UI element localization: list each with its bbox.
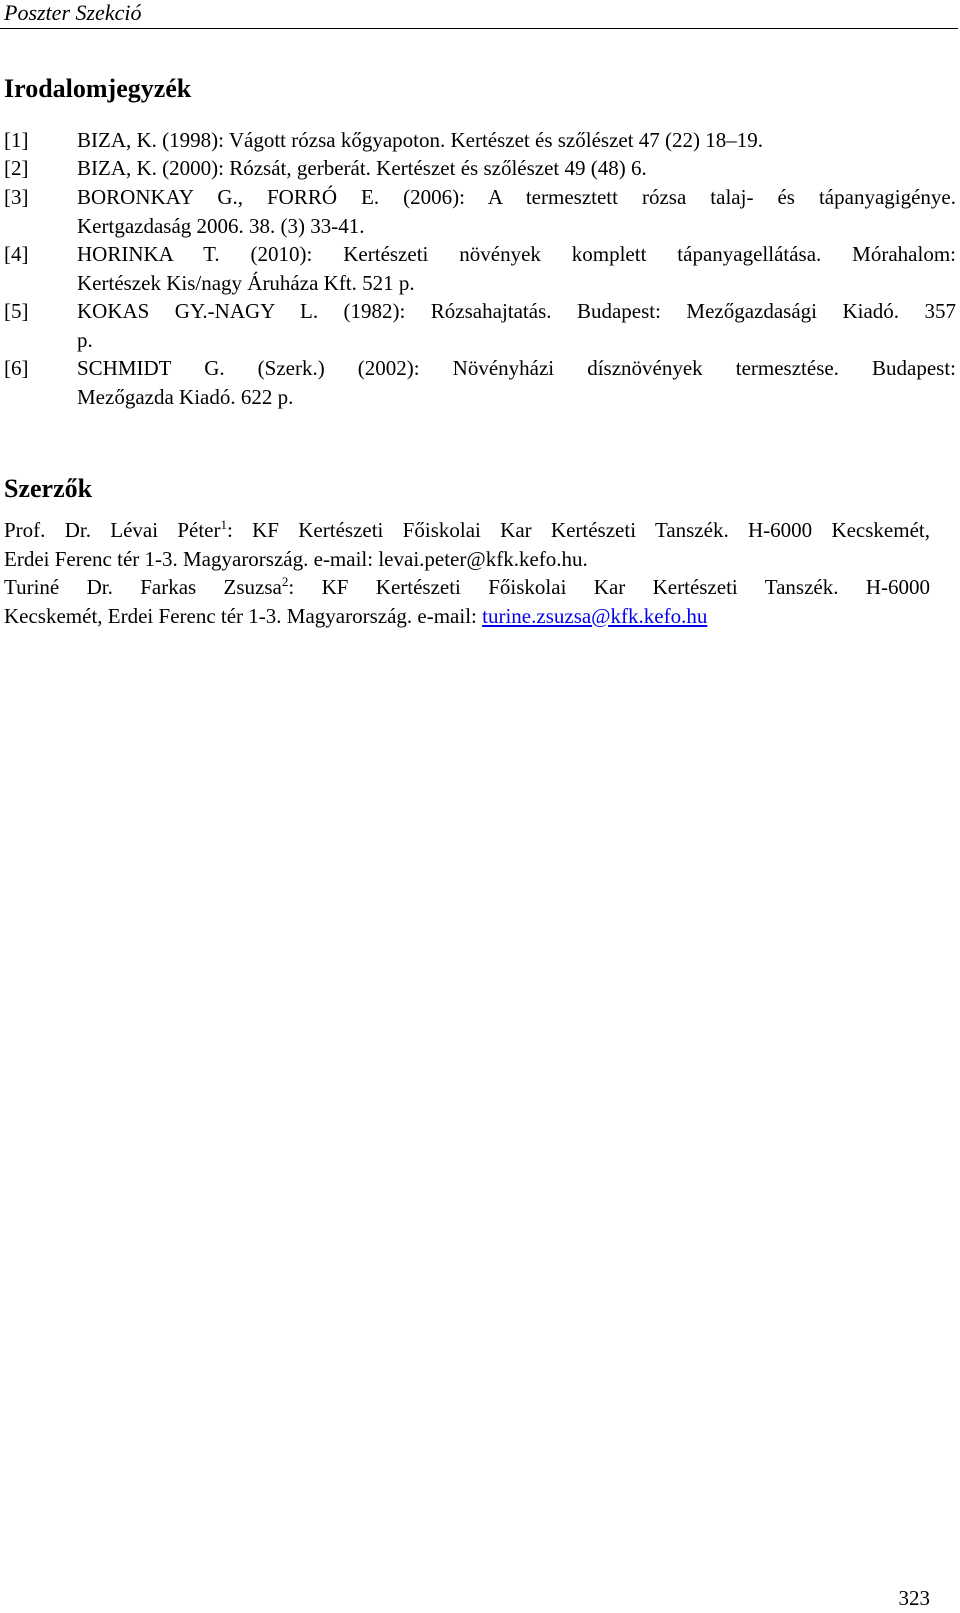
author-address xyxy=(4,602,930,631)
reference-line: Kertészek Kis/nagy Áruháza Kft. 521 p. xyxy=(77,270,415,295)
reference-item-3 xyxy=(4,183,956,240)
reference-number: [1] xyxy=(4,128,29,152)
author-line xyxy=(4,573,930,602)
reference-line: Mezőgazda Kiadó. 622 p. xyxy=(77,384,294,409)
author-affiliation: : KF Kertészeti Főiskolai Kar Kertészeti Tanszék. H-6000 Kecskemét, xyxy=(227,518,930,542)
reference-line: KOKAS GY.-NAGY L. (1982): Rózsahajtatás. Budapest: Mezőgazdasági Kiadó. 357 xyxy=(77,299,956,323)
author-entry-1 xyxy=(4,516,930,573)
reference-item-6 xyxy=(4,354,956,411)
page-number: 323 xyxy=(898,1586,930,1610)
author-entry-2 xyxy=(4,573,930,630)
reference-text xyxy=(77,297,956,354)
author-line xyxy=(4,516,930,545)
reference-line: BIZA, K. (2000): Rózsát, gerberát. Kertészet és szőlészet 49 (48) 6. xyxy=(77,156,647,180)
reference-line: BIZA, K. (1998): Vágott rózsa kőgyapoton. Kertészet és szőlészet 47 (22) 18–19. xyxy=(77,128,764,152)
reference-number: [2] xyxy=(4,156,29,180)
running-header: Poszter Szekció xyxy=(4,0,142,25)
reference-text xyxy=(77,354,956,411)
author-superscript: 2 xyxy=(281,574,289,589)
reference-number: [5] xyxy=(4,299,29,323)
reference-line: HORINKA T. (2010): Kertészeti növények komplett tápanyagellátása. Mórahalom: xyxy=(77,242,956,266)
reference-line: SCHMIDT G. (Szerk.) (2002): Növényházi dísznövények termesztése. Budapest: xyxy=(77,356,956,380)
author-affiliation: : KF Kertészeti Főiskolai Kar Kertészeti Tanszék. H-6000 xyxy=(288,575,930,599)
authors-title: Szerzők xyxy=(4,474,93,503)
email-link[interactable]: turine.zsuzsa@kfk.kefo.hu xyxy=(482,603,708,628)
header-rule xyxy=(0,28,958,29)
references-title: Irodalomjegyzék xyxy=(4,74,192,103)
reference-line: BORONKAY G., FORRÓ E. (2006): A termesztett rózsa talaj- és tápanyagigénye. xyxy=(77,185,956,209)
reference-item-5 xyxy=(4,297,956,354)
reference-text xyxy=(77,240,956,297)
author-name: Prof. Dr. Lévai Péter xyxy=(4,518,221,542)
reference-text xyxy=(77,183,956,240)
reference-text xyxy=(77,154,956,183)
author-name: Turiné Dr. Farkas Zsuzsa xyxy=(4,575,282,599)
author-address: Erdei Ferenc tér 1-3. Magyarország. e-mail: levai.peter@kfk.kefo.hu. xyxy=(4,546,588,571)
author-address-text: Kecskemét, Erdei Ferenc tér 1-3. Magyarország. e-mail: xyxy=(4,603,483,628)
reference-line: Kertgazdaság 2006. 38. (3) 33-41. xyxy=(77,213,365,238)
reference-item-1 xyxy=(4,126,956,155)
reference-text xyxy=(77,126,956,155)
reference-number: [6] xyxy=(4,356,29,380)
author-superscript: 1 xyxy=(220,517,227,532)
reference-number: [3] xyxy=(4,185,29,209)
reference-item-2 xyxy=(4,154,956,183)
reference-number: [4] xyxy=(4,242,29,266)
reference-line: p. xyxy=(77,327,93,352)
reference-item-4 xyxy=(4,240,956,297)
